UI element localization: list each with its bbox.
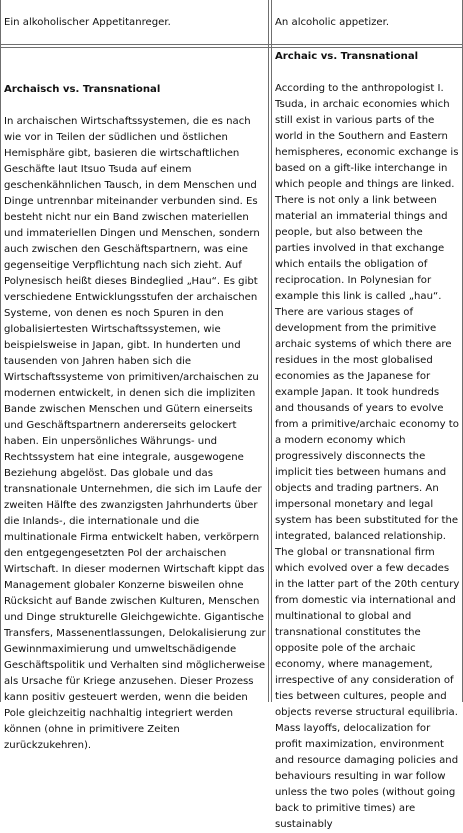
german-section-heading: Archaisch vs. Transnational xyxy=(4,84,161,95)
table-row-divider xyxy=(0,47,463,48)
row2-german-cell xyxy=(4,82,266,751)
table-column-divider xyxy=(268,0,269,702)
table-row-divider xyxy=(0,44,463,45)
table-column-divider xyxy=(271,0,272,702)
row1-english-text: An alcoholic appetizer. xyxy=(275,17,390,28)
row1-german-cell xyxy=(4,15,266,37)
table-border-left xyxy=(0,0,1,702)
english-section-body: According to the anthropologist I. Tsuda, in archaic economies which still exist in various parts of the world in the Southern and Eastern hemispheres, economic exchange is based on a gift-like interchange in which people and things are linked. There is not only a link between material an immaterial things and people, but also between the parties involved in that exchange which entails the obligation of reciprocation. In Polynesian for example this link is called „hau“. There are various stages of development from the primitive archaic systems of which there are residues in the most globalised economies as the Japanese for example Japan. It took hundreds and thousands of years to evolve from a primitive/archaic economy to a modern economy which progressively disconnects the implicit ties between humans and objects and trading partners. An impersonal monetary and legal system has been substituted for the integrated, balanced relationship. The global or transnational firm which evolved over a few decades in the latter part of the 20th century from domestic via international and multinational to global and transnational constitutes the opposite pole of the archaic economy, where management, irrespective of any consideration of ties between cultures, people and objects reverse structural equilibria. Mass layoffs, delocalization for profit maximization, environment and resource damaging policies and behaviours resulting in war follow unless the two poles (without going back to primitive times) are sustainably xyxy=(275,83,460,830)
german-section-body: In archaischen Wirtschaftssystemen, die es nach wie vor in Teilen der südlichen und östlichen Hemisphäre gibt, basieren die wirtschaftlichen Geschäfte laut Itsuo Tsuda auf einem geschenkähnlichen Tausch, in dem Menschen und Dinge untrennbar miteinander verbunden sind. Es besteht nicht nur ein Band zwischen materiellen und immateriellen Dingen und Menschen, sondern auch zwischen den Geschäftspartnern, was eine gegenseitige Verpflichtung nach sich zieht. Auf Polynesisch heißt dieses Bindeglied „Hau“. Es gibt verschiedene Entwicklungsstufen der archaischen Systeme, von denen es noch Spuren in den globalisiertesten Wirtschaftssystemen, wie beispielsweise in Japan, gibt. In hunderten und tausenden von Jahren haben sich die Wirtschaftssysteme von primitiven/archaischen zu modernen entwickelt, in denen sich die impliziten Bande zwischen Menschen und Gütern einerseits und Geschäftspartnern andererseits gelockert haben. Ein unpersönliches Währungs- und Rechtssystem hat eine integrale, ausgewogene Beziehung abgelöst. Das globale und das transnationale Unternehmen, die sich im Laufe der zweiten Hälfte des zwanzigsten Jahrhunderts über die Inlands-, die internationale und die multinationale Firma entwickelt haben, verkörpern den entgegengesetzten Pol der archaischen Wirtschaft. In dieser modernen Wirtschaft kippt das Management globaler Konzerne bisweilen ohne Rücksicht auf Bande zwischen Kulturen, Menschen und Dinge strukturelle Gleichgewichte. Gigantische Transfers, Massenentlassungen, Delokalisierung zur Gewinnmaximierung und umweltschädigende Geschäftspolitik und Verhalten sind möglicherweise als Ursache für Kriege anzusehen. Dieser Prozess kann positiv gesteuert werden, wenn die beiden Pole gleichzeitig nachhaltig integriert werden können (ohne in primitivere Zeiten zurückzukehren). xyxy=(4,116,266,751)
english-section-heading: Archaic vs. Transnational xyxy=(275,51,419,62)
row2-english-cell xyxy=(275,49,460,830)
row1-german-text: Ein alkoholischer Appetitanreger. xyxy=(4,17,171,28)
row1-english-cell xyxy=(275,15,460,37)
